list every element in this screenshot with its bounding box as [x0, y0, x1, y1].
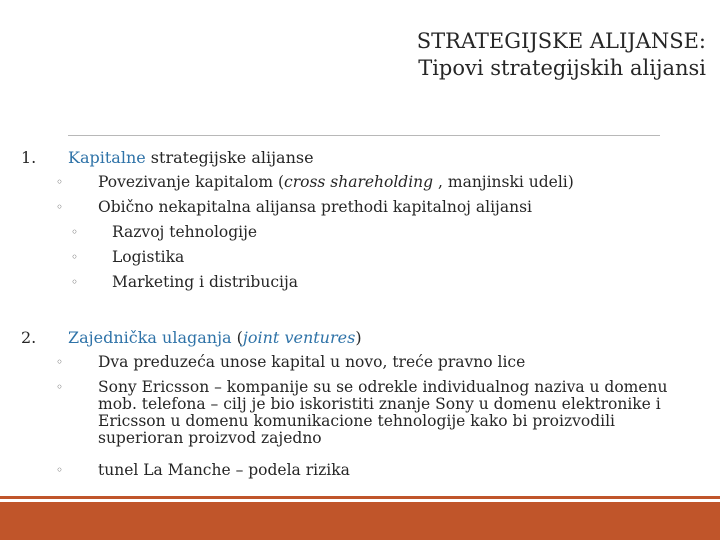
section-2-item-2-line-4: superioran proizvod zajedno — [98, 429, 322, 447]
bullet-icon: ◦ — [56, 200, 64, 214]
section-1-heading-rest: strategijske alijanse — [145, 148, 314, 167]
section-2-item-1: Dva preduzeća unose kapital u novo, treće pravno lice — [98, 353, 526, 371]
section-1-item-1-em: cross shareholding — [284, 173, 434, 191]
title-divider — [68, 135, 660, 136]
section-2-item-2-line-2: mob. telefona – cilj je bio iskoristiti znanje Sony u domenu elektronike i — [98, 395, 661, 413]
section-1-item-1 — [98, 174, 574, 191]
section-2-number: 2. — [21, 328, 37, 347]
section-2-heading-em: joint ventures — [242, 328, 356, 347]
bullet-icon: ◦ — [71, 275, 79, 289]
bullet-icon: ◦ — [56, 355, 64, 369]
footer-band — [0, 502, 720, 540]
section-1-heading — [68, 148, 314, 167]
bullet-icon: ◦ — [56, 463, 64, 477]
bullet-icon: ◦ — [71, 250, 79, 264]
bullet-icon: ◦ — [56, 175, 64, 189]
section-1-number: 1. — [21, 148, 37, 167]
section-2-item-2 — [98, 379, 718, 447]
section-1-item-4: Logistika — [112, 248, 185, 266]
section-1-item-5: Marketing i distribucija — [112, 273, 299, 291]
section-2-heading-end: ) — [355, 328, 362, 347]
section-1-item-2: Obično nekapitalna alijansa prethodi kapitalnoj alijansi — [98, 198, 532, 216]
section-1-item-3: Razvoj tehnologije — [112, 223, 258, 241]
section-2-item-2-line-3: Ericsson u domenu komunikacione tehnologije kako bi proizvodili — [98, 412, 616, 430]
section-1-item-1-post: , manjinski udeli) — [433, 173, 574, 191]
section-2-heading-accent: Zajednička ulaganja — [68, 328, 232, 347]
section-1-heading-accent: Kapitalne — [68, 148, 146, 167]
slide-title-line-2: Tipovi strategijskih alijansi — [418, 56, 706, 80]
bullet-icon: ◦ — [71, 225, 79, 239]
section-2-item-2-line-1: Sony Ericsson – kompanije su se odrekle individualnog naziva u domenu — [98, 378, 668, 396]
slide-title-line-1: STRATEGIJSKE ALIJANSE: — [416, 29, 706, 53]
section-2-item-3: tunel La Manche – podela rizika — [98, 461, 350, 479]
footer-accent-line — [0, 496, 720, 499]
bullet-icon: ◦ — [56, 380, 64, 394]
section-1-item-1-pre: Povezivanje kapitalom ( — [98, 173, 285, 191]
section-2-heading — [68, 328, 362, 347]
slide-title — [417, 28, 706, 82]
section-2-heading-mid: ( — [231, 328, 243, 347]
